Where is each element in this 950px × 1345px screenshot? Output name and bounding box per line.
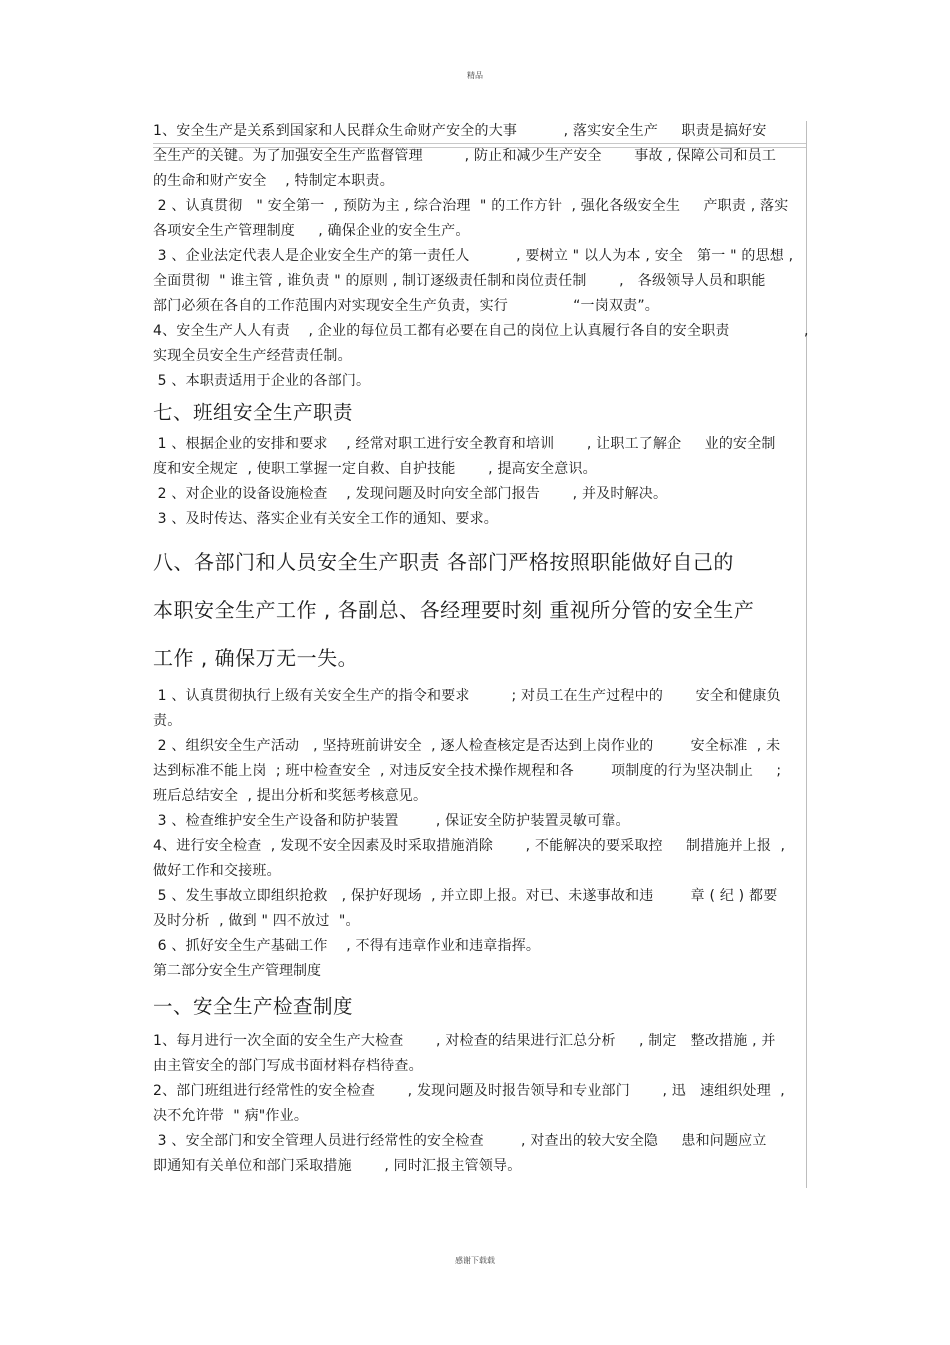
team-section-title: 七、班组安全生产职责 <box>153 401 354 424</box>
team-section <box>153 432 813 532</box>
paragraph-line: 3 、检查维护安全生产设备和防护装置 , 保证安全防护装置灵敏可靠。 <box>153 813 630 829</box>
paragraph-line: 3 、安全部门和安全管理人员进行经常性的安全检查 , 对查出的较大安全隐 患和问题应立 <box>153 1133 767 1149</box>
document-body <box>153 119 813 1179</box>
paragraph-line: 由主管安全的部门写成书面材料存档待查。 <box>153 1058 423 1074</box>
paragraph-line: 1、每月进行一次全面的安全生产大检查 , 对检查的结果进行汇总分析 , 制定 整改措施 , 并 <box>153 1033 776 1049</box>
paragraph-line: 决不允许带 " 病"作业。 <box>153 1108 309 1124</box>
paragraph-line: 3 、及时传达、落实企业有关安全工作的通知、要求。 <box>153 511 499 527</box>
heading-line: 工作 , 确保万无一失。 <box>153 646 359 670</box>
responsibility-section <box>153 119 813 394</box>
dept-section-title <box>153 538 813 682</box>
paragraph-line: 达到标准不能上岗 ; 班中检查安全 , 对违反安全技术操作规程和各 项制度的行为坚决制止 ; <box>153 763 782 779</box>
inspection-section <box>153 1029 813 1179</box>
paragraph-line: 全面贯彻 " 谁主管 , 谁负责 " 的原则 , 制订逐级责任制和岗位责任制 , 各级领导人员和职能 <box>153 273 766 289</box>
paragraph-line: 2、部门班组进行经常性的安全检查 , 发现问题及时报告领导和专业部门 , 迅 速组织处理 , <box>153 1083 785 1099</box>
paragraph-line: 2 、对企业的设备设施检查 , 发现问题及时向安全部门报告 , 并及时解决。 <box>153 486 668 502</box>
paragraph-line: 责。 <box>153 713 182 729</box>
paragraph-line: 5 、发生事故立即组织抢救 , 保护好现场 , 并立即上报。对已、未遂事故和违 章 ( 纪 ) 都要 <box>153 888 778 904</box>
paragraph-line: 班后总结安全 , 提出分析和奖惩考核意见。 <box>153 788 428 804</box>
paragraph-line: 1 、认真贯彻执行上级有关安全生产的指令和要求 ; 对员工在生产过程中的 安全和健康负 <box>153 688 781 704</box>
paragraph-line: 4、安全生产人人有责 , 企业的每位员工都有必要在自己的岗位上认真履行各自的安全职责 , <box>153 323 809 339</box>
paragraph-line: 5 、本职责适用于企业的各部门。 <box>153 373 371 389</box>
heading-line: 八、各部门和人员安全生产职责 各部门严格按照职能做好自己的 <box>153 550 734 574</box>
paragraph-line: 全生产的关键。为了加强安全生产监督管理 , 防止和减少生产安全 事故 , 保障公司和员工 <box>153 148 777 164</box>
paragraph-line: 实现全员安全生产经营责任制。 <box>153 348 352 364</box>
paragraph-line: 6 、抓好安全生产基础工作 , 不得有违章作业和违章指挥。 <box>153 938 541 954</box>
paragraph-line: 1、安全生产是关系到国家和人民群众生命财产安全的大事 , 落实安全生产 职责是搞好安 <box>153 123 767 139</box>
paragraph-line: 各项安全生产管理制度 , 确保企业的安全生产。 <box>153 223 470 239</box>
inspection-section-title: 一、安全生产检查制度 <box>153 995 354 1018</box>
paragraph-line: 及时分析 , 做到 " 四不放过 "。 <box>153 913 360 929</box>
paragraph-line: 3 、企业法定代表人是企业安全生产的第一责任人 , 要树立 " 以人为本 , 安全 第一 " 的思想 , <box>153 248 794 264</box>
paragraph-line: 4、进行安全检查 , 发现不安全因素及时采取措施消除 , 不能解决的要采取控 制措施并上报 , <box>153 838 786 854</box>
paragraph-line: 部门必须在各自的工作范围内对实现安全生产负责，实行 “一岗双责”。 <box>153 298 660 314</box>
footer-watermark: 感谢下载载 <box>455 1256 495 1265</box>
dept-section <box>153 684 813 959</box>
paragraph-line: 即通知有关单位和部门采取措施 , 同时汇报主管领导。 <box>153 1158 522 1174</box>
paragraph-line: 2 、组织安全生产活动 , 坚持班前讲安全 , 逐人检查核定是否达到上岗作业的 安全标准 , 未 <box>153 738 781 754</box>
paragraph-line: 度和安全规定 , 使职工掌握一定自救、自护技能 , 提高安全意识。 <box>153 461 597 477</box>
header-watermark: 精品 <box>467 71 483 80</box>
part-two-heading: 第二部分安全生产管理制度 <box>153 963 321 979</box>
paragraph-line: 2 、认真贯彻 " 安全第一 , 预防为主 , 综合治理 " 的工作方针 , 强化各级安全生 产职责 , 落实 <box>153 198 789 214</box>
paragraph-line: 做好工作和交接班。 <box>153 863 281 879</box>
paragraph-line: 1 、根据企业的安排和要求 , 经常对职工进行安全教育和培训 , 让职工了解企 业的安全制 <box>153 436 776 452</box>
paragraph-line: 的生命和财产安全 , 特制定本职责。 <box>153 173 394 189</box>
heading-line: 本职安全生产工作 , 各副总、各经理要时刻 重视所分管的安全生产 <box>153 598 755 622</box>
